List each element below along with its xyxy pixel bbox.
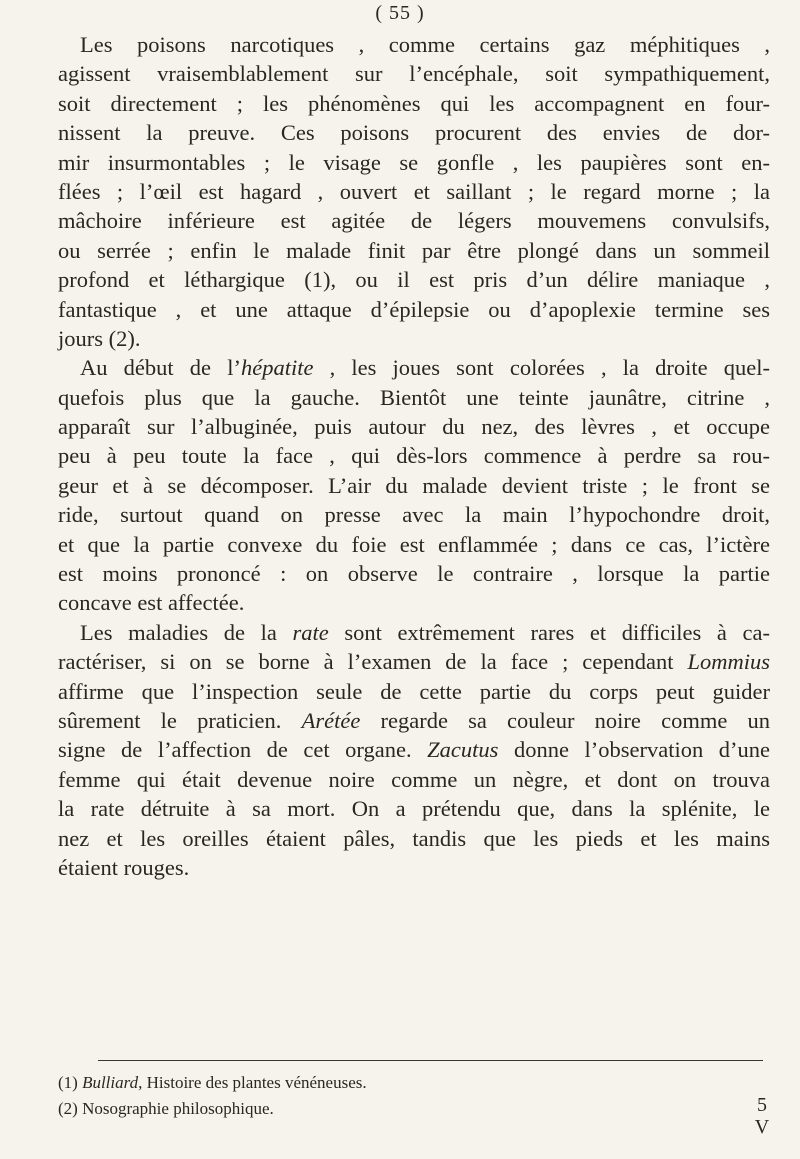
page-number: ( 55 ) (375, 2, 425, 24)
signature-number: 5 (757, 1094, 767, 1116)
text-run: , Histoire des plantes vénéneuses. (138, 1073, 367, 1092)
text-run: Au début de l’ (80, 355, 241, 381)
footnote (58, 1096, 770, 1122)
text-run: Les poisons narcotiques , comme certains gaz méphitiques , (80, 32, 770, 57)
text-line (58, 265, 770, 294)
text-run: jours (2). (58, 325, 141, 351)
italic-text: Arétée (301, 707, 361, 733)
main-text (58, 30, 770, 882)
printer-signature (752, 1094, 772, 1138)
text-line (58, 177, 770, 206)
text-run: et que la partie convexe du foie est enflammée ; dans ce cas, l’ictère (58, 531, 770, 557)
text-run: affirme que l’inspection seule de cette partie du corps peut guider (58, 678, 770, 704)
text-run: , les joues sont colorées , la droite quel- (313, 355, 771, 381)
text-line (58, 295, 770, 324)
text-run: ride, surtout quand on presse avec la main l’hypochondre droit, (58, 502, 770, 528)
text-run: étaient rouges. (58, 854, 190, 880)
text-run: mâchoire inférieure est agitée de légers mouvemens convulsifs, (58, 208, 770, 234)
italic-text: rate (292, 619, 329, 645)
text-line (58, 618, 770, 647)
text-line (58, 30, 770, 59)
text-run: sont extrêmement rares et difficiles à ca- (328, 619, 770, 645)
signature-mark: V (754, 1116, 770, 1138)
text-run: apparaît sur l’albuginée, puis autour du nez, des lèvres , et occupe (58, 414, 770, 440)
text-line (58, 324, 770, 353)
text-line (58, 588, 770, 617)
italic-text: Lommius (687, 649, 770, 675)
text-run: ou serrée ; enfin le malade finit par être plongé dans un sommeil (58, 237, 770, 263)
text-run: regarde sa couleur noire comme un (360, 707, 770, 733)
text-run: donne l’observation d’une (498, 737, 770, 763)
text-line (58, 559, 770, 588)
footnotes (58, 1070, 770, 1122)
text-line (58, 794, 770, 823)
text-run: femme qui était devenue noire comme un nègre, et dont on trouva (58, 766, 770, 792)
text-run: la rate détruite à sa mort. On a prétendu que, dans la splénite, le (58, 796, 770, 822)
text-line (58, 412, 770, 441)
footnote-marker: (2) (58, 1099, 78, 1118)
text-run: nissent la preuve. Ces poisons procurent des envies de dor- (58, 120, 770, 146)
text-run: est moins prononcé : on observe le contraire , lorsque la partie (58, 561, 770, 587)
text-line (58, 59, 770, 88)
text-line (58, 765, 770, 794)
text-run: quefois plus que la gauche. Bientôt une teinte jaunâtre, citrine , (58, 384, 770, 410)
footnote (58, 1070, 770, 1096)
text-line (58, 853, 770, 882)
text-line (58, 500, 770, 529)
footnote-marker: (1) (58, 1073, 78, 1092)
italic-text: Zacutus (427, 737, 499, 763)
text-line (58, 89, 770, 118)
text-run: fantastique , et une attaque d’épilepsie ou d’apoplexie termine ses (58, 296, 770, 322)
text-line (58, 824, 770, 853)
text-run: signe de l’affection de cet organe. (58, 737, 428, 763)
text-line (58, 471, 770, 500)
text-run: mir insurmontables ; le visage se gonfle , les paupières sont en- (58, 149, 770, 175)
paragraph-poisons-narcotiques (58, 30, 770, 353)
text-line (58, 118, 770, 147)
text-run: ractériser, si on se borne à l’examen de la face ; cependant (58, 649, 688, 675)
text-run: peu à peu toute la face , qui dès-lors commence à perdre sa rou- (58, 443, 770, 469)
text-run: flées ; l’œil est hagard , ouvert et saillant ; le regard morne ; la (58, 178, 770, 204)
text-run: agissent vraisemblablement sur l’encéphale, soit sympathiquement, (58, 61, 770, 87)
text-run: Les maladies de la (80, 619, 293, 645)
paragraph-rate (58, 618, 770, 883)
text-run: profond et léthargique (1), ou il est pris d’un délire maniaque , (58, 267, 770, 293)
text-line (58, 236, 770, 265)
text-line (58, 206, 770, 235)
text-run: sûrement le praticien. (58, 707, 302, 733)
text-run: nez et les oreilles étaient pâles, tandis que les pieds et les mains (58, 825, 770, 851)
footnote-separator (98, 1060, 763, 1061)
text-line (58, 148, 770, 177)
text-line (58, 441, 770, 470)
text-line (58, 647, 770, 676)
paragraph-hepatite (58, 353, 770, 618)
italic-text: Bulliard (82, 1073, 139, 1092)
text-line (58, 735, 770, 764)
text-line (58, 383, 770, 412)
text-run: Nosographie philosophique. (82, 1099, 274, 1118)
text-run: soit directement ; les phénomènes qui les accompagnent en four- (58, 90, 770, 116)
text-run: geur et à se décomposer. L’air du malade devient triste ; le front se (58, 472, 770, 498)
italic-text: hépatite (240, 355, 314, 381)
text-line (58, 530, 770, 559)
text-line (58, 353, 770, 382)
text-line (58, 706, 770, 735)
text-line (58, 677, 770, 706)
text-run: concave est affectée. (58, 590, 245, 616)
